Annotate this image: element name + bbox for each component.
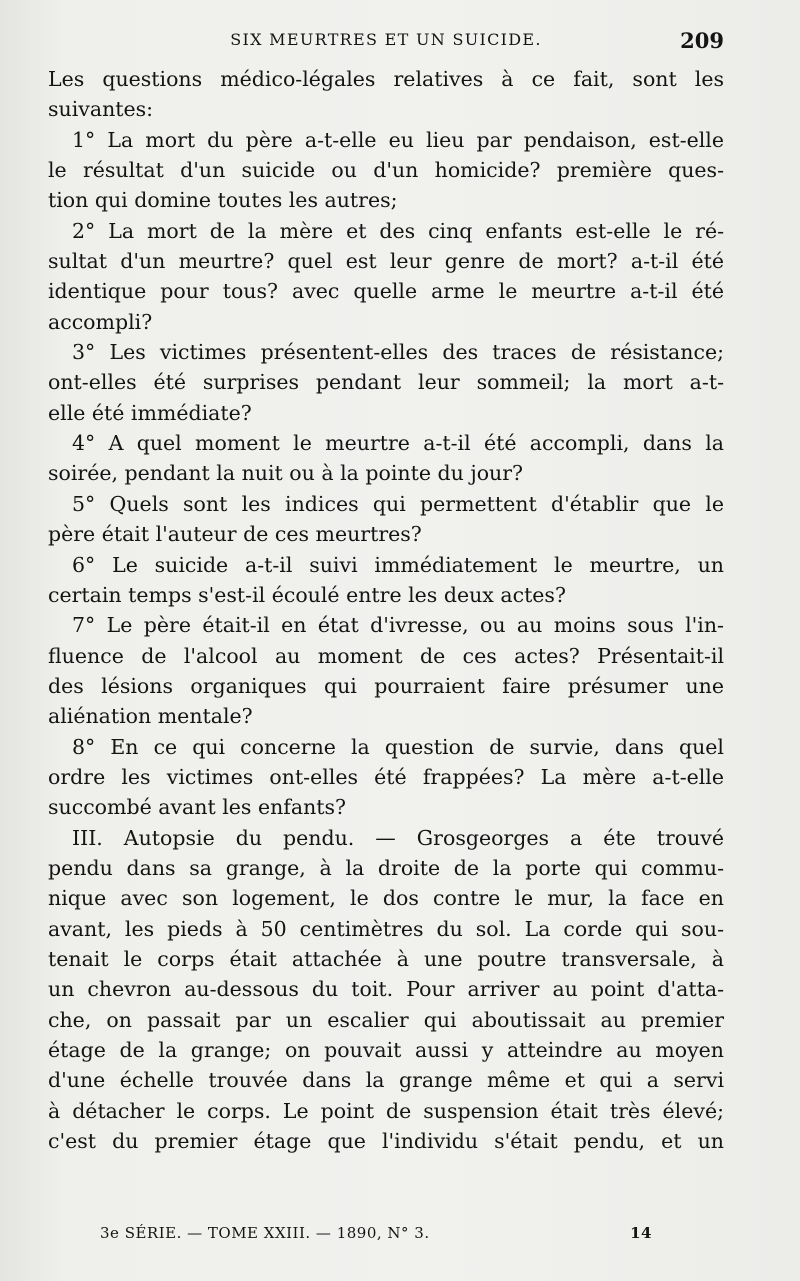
- text-line: 8° En ce qui concerne la question de survie, dans quel: [72, 734, 724, 759]
- text-line: d'une échelle trouvée dans la grange même et qui a servi: [48, 1068, 724, 1093]
- text-line: ordre les victimes ont-elles été frappées? La mère a-t-elle: [48, 764, 724, 789]
- text-line: certain temps s'est-il écoulé entre les deux actes?: [48, 582, 566, 607]
- text-line: un chevron au-dessous du toit. Pour arriver au point d'atta-: [48, 977, 724, 1002]
- text-line: avant, les pieds à 50 centimètres du sol. La corde qui sou-: [48, 916, 724, 941]
- text-line: 4° A quel moment le meurtre a-t-il été accompli, dans la: [72, 431, 724, 456]
- text-line: Les questions médico-légales relatives à ce fait, sont les: [48, 67, 724, 91]
- text-line: 3° Les victimes présentent-elles des traces de résistance;: [72, 340, 724, 365]
- text-line: soirée, pendant la nuit ou à la pointe du jour?: [48, 461, 524, 486]
- text-line: aliénation mentale?: [48, 704, 253, 729]
- text-line: ont-elles été surprises pendant leur sommeil; la mort a-t-: [48, 370, 724, 395]
- page-number: 209: [680, 28, 724, 53]
- text-line: 6° Le suicide a-t-il suivi immédiatement le meurtre, un: [72, 552, 724, 577]
- text-line: le résultat d'un suicide ou d'un homicide? première ques-: [48, 158, 724, 183]
- text-line: père était l'auteur de ces meurtres?: [48, 522, 422, 547]
- text-line: che, on passait par un escalier qui aboutissait au premier: [48, 1007, 724, 1032]
- text-line: elle été immédiate?: [48, 400, 252, 425]
- signature-number: 14: [630, 1224, 652, 1242]
- text-line: 7° Le père était-il en état d'ivresse, ou au moins sous l'in-: [72, 613, 724, 638]
- text-line: 1° La mort du père a-t-elle eu lieu par pendaison, est-elle: [72, 127, 724, 152]
- text-line: suivantes:: [48, 97, 154, 122]
- page-footer: [100, 1224, 652, 1248]
- text-line: nique avec son logement, le dos contre le mur, la face en: [48, 886, 724, 911]
- text-line: 2° La mort de la mère et des cinq enfants est-elle le ré-: [72, 218, 724, 243]
- running-head: SIX MEURTRES ET UN SUICIDE.: [230, 30, 542, 49]
- text-line: tion qui domine toutes les autres;: [48, 188, 398, 213]
- text-line: pendu dans sa grange, à la droite de la porte qui commu-: [48, 855, 724, 880]
- text-line: tenait le corps était attachée à une poutre transversale, à: [48, 946, 724, 971]
- page-header: [48, 30, 724, 58]
- text-line: fluence de l'alcool au moment de ces actes? Présentait-il: [48, 643, 724, 668]
- body-text: [48, 64, 724, 1156]
- text-line: identique pour tous? avec quelle arme le meurtre a-t-il été: [48, 279, 724, 304]
- text-line: III. Autopsie du pendu. — Grosgeorges a éte trouvé: [72, 825, 724, 850]
- signature-mark: 3e SÉRIE. — TOME XXIII. — 1890, N° 3.: [100, 1224, 430, 1242]
- text-line: 5° Quels sont les indices qui permettent d'établir que le: [72, 491, 724, 516]
- text-line: accompli?: [48, 309, 153, 334]
- text-line: succombé avant les enfants?: [48, 795, 347, 820]
- text-line: à détacher le corps. Le point de suspension était très élevé;: [48, 1098, 724, 1123]
- text-line: sultat d'un meurtre? quel est leur genre de mort? a-t-il été: [48, 249, 724, 274]
- text-line: étage de la grange; on pouvait aussi y atteindre au moyen: [48, 1038, 724, 1062]
- text-line: c'est du premier étage que l'individu s'était pendu, et un: [48, 1129, 724, 1154]
- text-line: des lésions organiques qui pourraient faire présumer une: [48, 673, 724, 698]
